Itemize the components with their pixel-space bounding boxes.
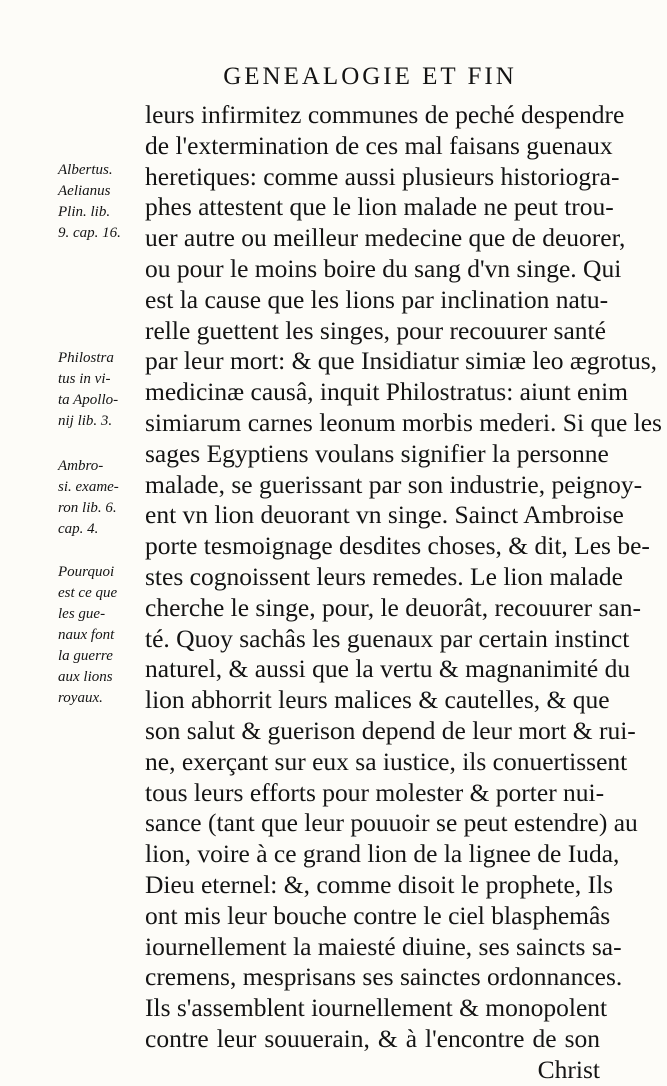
margin-note-line: Philostra	[58, 350, 114, 366]
margin-note-line: tus in vi-	[58, 371, 111, 387]
margin-note-line: Plin. lib.	[58, 204, 111, 220]
margin-note-line: si. exame-	[58, 479, 119, 495]
margin-note-line: royaux.	[58, 690, 103, 706]
text-line: uer autre ou meilleur medecine que de deuorer,	[145, 223, 626, 253]
text-line: de l'extermination de ces mal faisans guenaux	[145, 130, 613, 160]
margin-note-line: naux font	[58, 627, 115, 643]
text-line: ou pour le moins boire du sang d'vn singe. Qui	[145, 253, 622, 283]
margin-note-line: est ce que	[58, 585, 118, 601]
margin-note-line: Albertus.	[58, 162, 113, 178]
margin-note-ambrosius	[58, 456, 148, 540]
running-title: GENEALOGIE ET FIN	[223, 63, 517, 90]
text-line: malade, se guerissant par son industrie, peignoy-	[145, 469, 643, 499]
margin-note-line: Ambro-	[58, 458, 104, 474]
margin-note-line: Aelianus	[58, 183, 111, 199]
margin-note-line: les gue-	[58, 606, 106, 622]
margin-note-line: Pourquoi	[58, 564, 115, 580]
margin-note-albertus	[58, 160, 148, 244]
text-line: iournellement la maiesté diuine, ses saincts sa-	[145, 931, 622, 961]
text-line: leurs infirmitez communes de peché despendre	[145, 100, 625, 129]
text-line: contre leur souuerain, & à l'encontre de son	[145, 1023, 600, 1053]
text-line: par leur mort: & que Insidiatur simiæ leo ægrotus,	[145, 346, 658, 376]
text-line: cherche le singe, pour, le deuorât, recouurer san-	[145, 592, 641, 622]
margin-note-line: 9. cap. 16.	[58, 225, 121, 241]
catchword: Christ	[537, 1054, 600, 1084]
text-line: tous leurs efforts pour molester & porter nui-	[145, 777, 605, 807]
text-line: ont mis leur bouche contre le ciel blasphemâs	[145, 900, 611, 930]
margin-note-pourquoi	[58, 562, 148, 709]
text-line: naturel, & aussi que la vertu & magnanimité du	[145, 654, 631, 684]
margin-note-line: nij lib. 3.	[58, 413, 113, 429]
text-line: simiarum carnes leonum morbis mederi. Si que les	[145, 407, 662, 437]
text-line: lion, voire à ce grand lion de la lignee de Iuda,	[145, 839, 620, 869]
text-line: lion abhorrit leurs malices & cautelles, & que	[145, 685, 610, 715]
text-line: ne, exerçant sur eux sa iustice, ils conuertissent	[145, 746, 628, 776]
text-line: sance (tant que leur pouuoir se peut estendre) au	[145, 808, 638, 838]
margin-note-line: ron lib. 6.	[58, 500, 117, 516]
text-line: relle guettent les singes, pour recouurer santé	[145, 315, 606, 345]
text-line: son salut & guerison depend de leur mort & rui-	[145, 715, 636, 745]
margin-note-line: ta Apollo-	[58, 392, 119, 408]
text-line: stes cognoissent leurs remedes. Le lion malade	[145, 561, 623, 591]
text-line: est la cause que les lions par inclination natu-	[145, 284, 609, 314]
text-line: cremens, mesprisans ses sainctes ordonnances.	[145, 962, 623, 992]
text-line: phes attestent que le lion malade ne peut trou-	[145, 192, 614, 222]
text-line: ent vn lion deuorant vn singe. Sainct Ambroise	[145, 500, 624, 530]
text-line: sages Egyptiens voulans signifier la personne	[145, 438, 609, 468]
margin-note-line: la guerre	[58, 648, 113, 664]
text-line: Ils s'assemblent iournellement & monopolent	[145, 993, 608, 1023]
main-text-block	[145, 100, 662, 1086]
text-line: porte tesmoignage desdites choses, & dit, Les be-	[145, 531, 650, 561]
text-line: medicinæ causâ, inquit Philostratus: aiunt enim	[145, 377, 629, 407]
text-line: té. Quoy sachâs les guenaux par certain instinct	[145, 623, 630, 653]
text-line: Dieu eternel: &, comme disoit le prophete, Ils	[145, 869, 614, 899]
margin-note-line: aux lions	[58, 669, 113, 685]
text-line: heretiques: comme aussi plusieurs historiogra-	[145, 161, 620, 191]
margin-note-philostratus	[58, 348, 148, 432]
margin-note-line: cap. 4.	[58, 521, 99, 537]
